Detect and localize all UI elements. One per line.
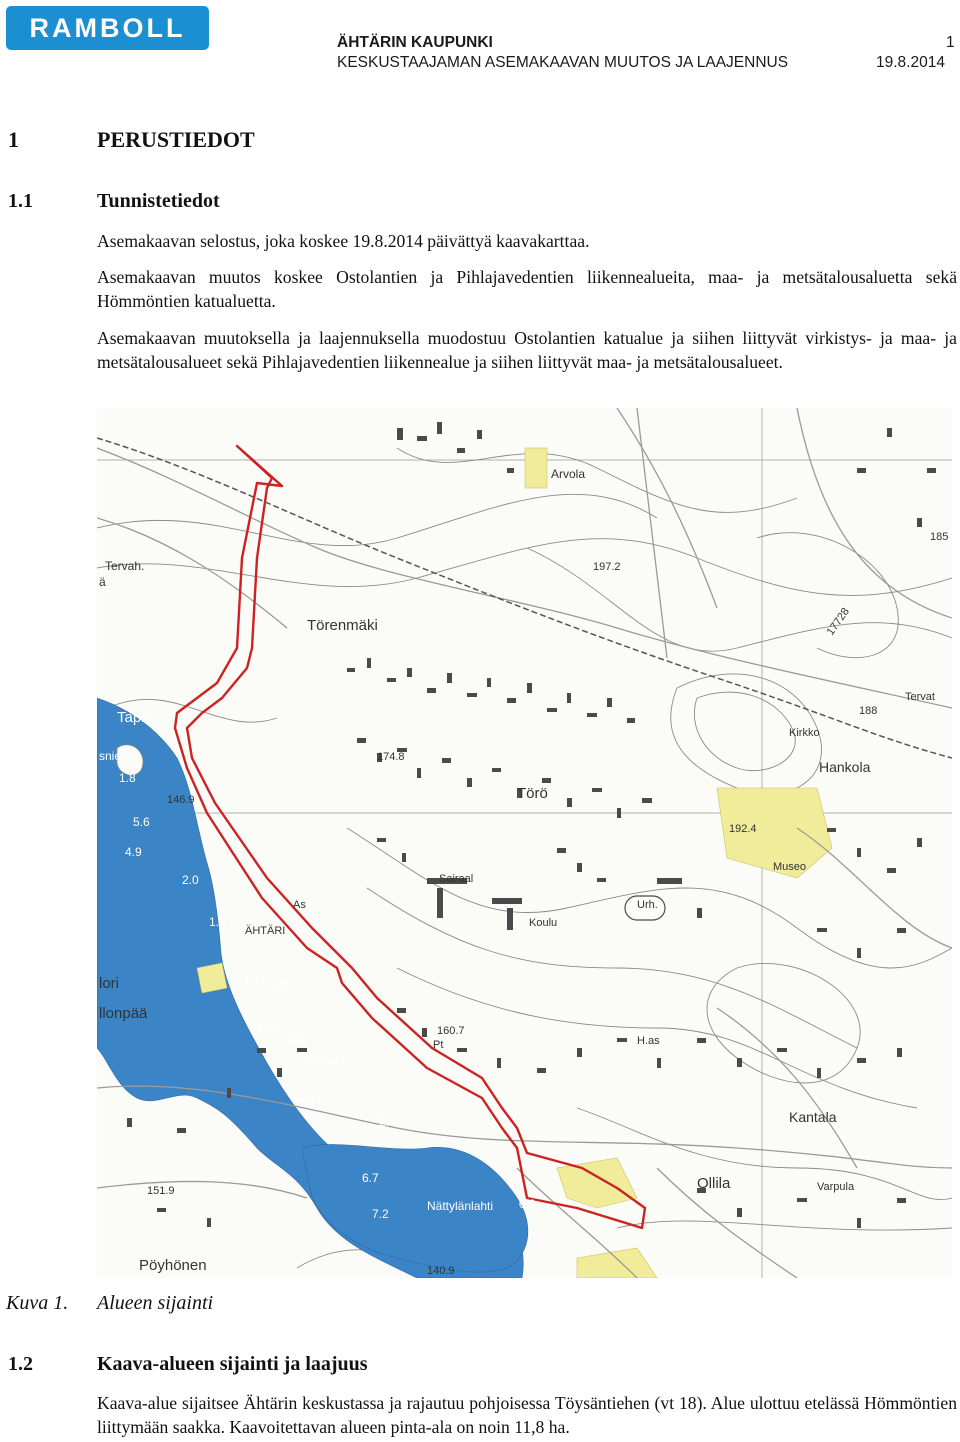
paragraph-plan-location: Kaava-alue sijaitsee Ähtärin keskustassa ja rajautuu pohjoisessa Töysäntiehen (vt 18). Alue ulottuu etelässä Hömmöntien liittymään saakka. Kaavoitettavan alueen pinta-ala on noin 11,8 ha.	[97, 1393, 957, 1437]
label-height-197-2: 197.2	[593, 561, 621, 573]
section-1-1-title: Tunnistetiedot	[97, 190, 220, 212]
paragraph-plan-change: Asemakaavan muutos koskee Ostolantien ja Pihlajavedentien liikennealueita, maa- ja metsätalousaluetta sekä Hömmöntien katualuetta.	[97, 267, 957, 311]
label-depth-1-6: 1.6	[209, 915, 226, 929]
label-depth-1-7: 1.7	[243, 973, 260, 987]
section-1-1-number: 1.1	[8, 190, 33, 212]
map-railway	[97, 438, 952, 758]
label-umar: Umar	[310, 1053, 340, 1067]
label-road-17728: 17728	[824, 605, 853, 638]
label-arvola: Arvola	[551, 467, 586, 481]
section-1-2-number: 1.2	[8, 1353, 33, 1375]
label-a: ä	[99, 575, 106, 589]
map-graphic	[97, 408, 952, 1278]
label-depth-0-9: 0.9	[519, 1197, 536, 1211]
label-height-188: 188	[859, 705, 878, 717]
label-depth-5-7: 5.7	[299, 1095, 316, 1109]
label-koulu: Koulu	[529, 917, 558, 929]
label-varpula: Varpula	[817, 1181, 855, 1193]
label-depth-5-6: 5.6	[133, 815, 150, 829]
section-1-number: 1	[8, 127, 19, 152]
section-1-title: PERUSTIEDOT	[97, 127, 255, 152]
figure-caption-number: Kuva 1.	[6, 1292, 69, 1314]
paragraph-plan-extension: Asemakaavan muutoksella ja laajennuksella muodostuu Ostolantien katualue ja siihen liittyvät virkistys- ja maa- ja metsätalousalueet sekä Pihlajavedentien liikennealue ja siihen liittyvät maa- ja metsätalousalueet.	[97, 328, 957, 372]
label-height-160-7: 160.7	[437, 1025, 465, 1037]
label-kirkko: Kirkko	[789, 727, 820, 739]
label-sairaala: Sairaal	[439, 873, 474, 885]
label-tervah: Tervah.	[105, 559, 145, 573]
paragraph-plan-description: Asemakaavan selostus, joka koskee 19.8.2014 päivättyä kaavakarttaa.	[97, 231, 590, 251]
header-page-number: 1	[946, 34, 955, 51]
label-height-192-4: 192.4	[729, 823, 757, 835]
label-tervat: Tervat	[905, 691, 935, 703]
label-hankola: Hankola	[819, 759, 871, 775]
lake-bay	[302, 1144, 528, 1272]
header-organization: ÄHTÄRIN KAUPUNKI	[337, 34, 493, 51]
section-1-2-title: Kaava-alueen sijainti ja laajuus	[97, 1353, 368, 1375]
header-project-title: KESKUSTAAJAMAN ASEMAKAAVAN MUUTOS JA LAAJENNUS	[337, 54, 789, 71]
label-depth-1-5: 1.5	[272, 979, 289, 993]
label-depth-1-8: 1.8	[119, 771, 136, 785]
label-height-146-9: 146.9	[167, 794, 195, 806]
label-height-174-8: 174.8	[377, 751, 405, 763]
ramboll-logo	[6, 6, 209, 50]
label-pt: Pt	[433, 1039, 444, 1051]
label-ollila: Ollila	[697, 1175, 731, 1192]
label-as: As	[293, 899, 306, 911]
label-height-185: 185	[930, 531, 949, 543]
label-depth-2-3: 2.3	[257, 1021, 274, 1035]
label-torenmaki: Törenmäki	[307, 617, 378, 634]
label-height-140-9: 140.9	[427, 1265, 455, 1277]
label-depth-7-2: 7.2	[372, 1207, 389, 1221]
label-depth-6-7: 6.7	[362, 1171, 379, 1185]
label-llonpaa: llonpää	[99, 1005, 148, 1022]
label-depth-4-9: 4.9	[125, 845, 142, 859]
header-date: 19.8.2014	[876, 54, 945, 71]
label-depth-2-0: 2.0	[182, 873, 199, 887]
label-depth-2-4: 2.4	[379, 1115, 396, 1129]
label-museo: Museo	[773, 861, 807, 873]
label-urh: Urh.	[637, 899, 658, 911]
label-height-151-9: 151.9	[147, 1185, 175, 1197]
label-kantala: Kantala	[789, 1109, 837, 1125]
label-depth-4-2: 4.2	[327, 1237, 344, 1251]
figure-caption-text: Alueen sijainti	[97, 1292, 214, 1314]
label-nattylanlahti: Nättylänlahti	[427, 1199, 494, 1213]
map-contours	[97, 448, 952, 1278]
logo-text: RAMBOLL	[29, 12, 186, 43]
label-depth-4-0: 4.0	[289, 1033, 306, 1047]
label-toro: Törö	[517, 785, 548, 802]
label-ahtari: ÄHTÄRI	[245, 925, 286, 937]
label-tapio: Tapio	[117, 709, 153, 726]
location-map	[97, 408, 952, 1278]
label-poyhonen: Pöyhönen	[139, 1257, 207, 1274]
label-sniemi: sniemi	[99, 749, 134, 763]
label-has: H.as	[637, 1035, 660, 1047]
label-lori: lori	[99, 975, 120, 992]
